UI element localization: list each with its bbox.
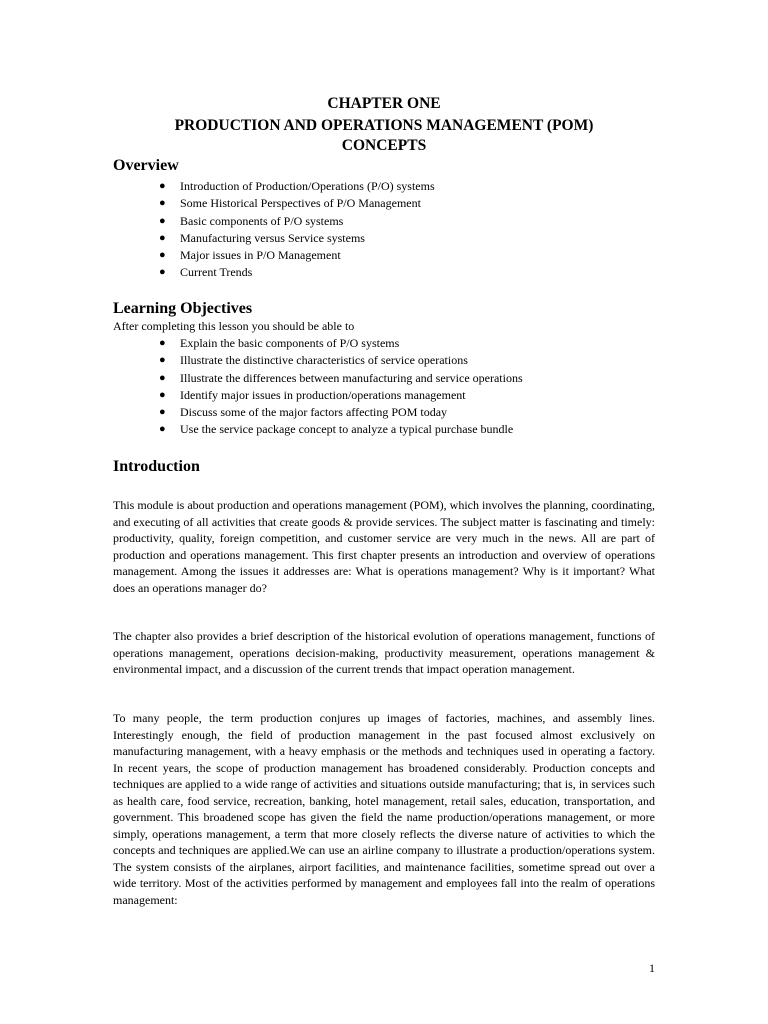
list-item: [158, 230, 435, 247]
list-item: [158, 247, 435, 264]
objectives-list: [158, 335, 523, 439]
bullet-icon: ●: [159, 406, 166, 419]
list-item-text: Manufacturing versus Service systems: [180, 230, 365, 245]
bullet-icon: ●: [159, 197, 166, 210]
bullet-icon: ●: [159, 180, 166, 192]
list-item: [158, 421, 523, 438]
learning-objectives-heading: Learning Objectives: [113, 300, 253, 317]
overview-heading: Overview: [113, 157, 179, 174]
bullet-icon: ●: [159, 249, 166, 262]
bullet-icon: ●: [159, 214, 166, 227]
list-item: [158, 352, 523, 369]
objectives-intro: After completing this lesson you should be able to: [113, 319, 355, 333]
chapter-title: PRODUCTION AND OPERATIONS MANAGEMENT (POM): [174, 117, 594, 134]
list-item-text: Major issues in P/O Management: [180, 248, 341, 263]
list-item: [158, 370, 523, 387]
bullet-icon: ●: [159, 354, 166, 367]
bullet-icon: ●: [159, 337, 166, 349]
list-item: [158, 264, 435, 281]
list-item-text: Some Historical Perspectives of P/O Management: [180, 196, 421, 211]
bullet-icon: ●: [159, 388, 166, 401]
paragraph: The chapter also provides a brief description of the historical evolution of operations management, functions of operations management, operations decision-making, productivity measurement, operations management & environmental impact, and a discussion of the current trends that impact operation management.: [113, 629, 655, 676]
list-item: [158, 335, 523, 352]
list-item-text: Explain the basic components of P/O systems: [180, 336, 400, 350]
list-item: [158, 387, 523, 404]
list-item-text: Illustrate the differences between manufacturing and service operations: [180, 370, 523, 385]
list-item-text: Identify major issues in production/operations management: [180, 387, 466, 402]
list-item-text: Use the service package concept to analyze a typical purchase bundle: [180, 422, 514, 437]
chapter-label: CHAPTER ONE: [327, 95, 441, 112]
list-item: [158, 178, 435, 195]
overview-list: [158, 178, 435, 282]
paragraph: This module is about production and operations management (POM), which involves the planning, coordinating, and executing of all activities that create goods & provide services. The subject matter is fascinating and timely: productivity, quality, foreign competition, and customer service are very much in the news. All are part of production and operations management. This first chapter presents an introduction and overview of operations management. Among the issues it addresses are: What is operations management? Why is it important? What does an operations manager do?: [113, 498, 655, 595]
bullet-icon: ●: [159, 423, 166, 436]
list-item-text: Basic components of P/O systems: [180, 213, 344, 228]
chapter-subtitle: CONCEPTS: [341, 137, 427, 154]
list-item-text: Introduction of Production/Operations (P/O) systems: [180, 179, 435, 193]
list-item-text: Illustrate the distinctive characteristics of service operations: [180, 353, 468, 368]
list-item: [158, 195, 435, 212]
bullet-icon: ●: [159, 266, 166, 279]
list-item: [158, 213, 435, 230]
page-number: 1: [649, 961, 655, 975]
bullet-icon: ●: [159, 231, 166, 244]
bullet-icon: ●: [159, 371, 166, 384]
list-item-text: Discuss some of the major factors affecting POM today: [180, 405, 448, 420]
introduction-heading: Introduction: [113, 458, 200, 475]
list-item: [158, 404, 523, 421]
paragraph: To many people, the term production conjures up images of factories, machines, and assembly lines. Interestingly enough, the field of production management in the past focused almost exclusively on manufacturing management, with a heavy emphasis or the methods and techniques used in operating a factory. In recent years, the scope of production management has broadened considerably. Production concepts and techniques are applied to a wide range of activities and situations outside manufacturing; that is, in services such as health care, food service, recreation, banking, hotel management, retail sales, education, transportation, and government. This broadened scope has given the field the name production/operations management, or more simply, operations management, a term that more closely reflects the diverse nature of activities to which the concepts and techniques are applied.We can use an airline company to illustrate a production/operations system. The system consists of the airplanes, airport facilities, and maintenance facilities, sometime spread out over a wide territory. Most of the activities performed by management and employees fall into the realm of operations management:: [113, 711, 655, 907]
list-item-text: Current Trends: [180, 265, 253, 280]
